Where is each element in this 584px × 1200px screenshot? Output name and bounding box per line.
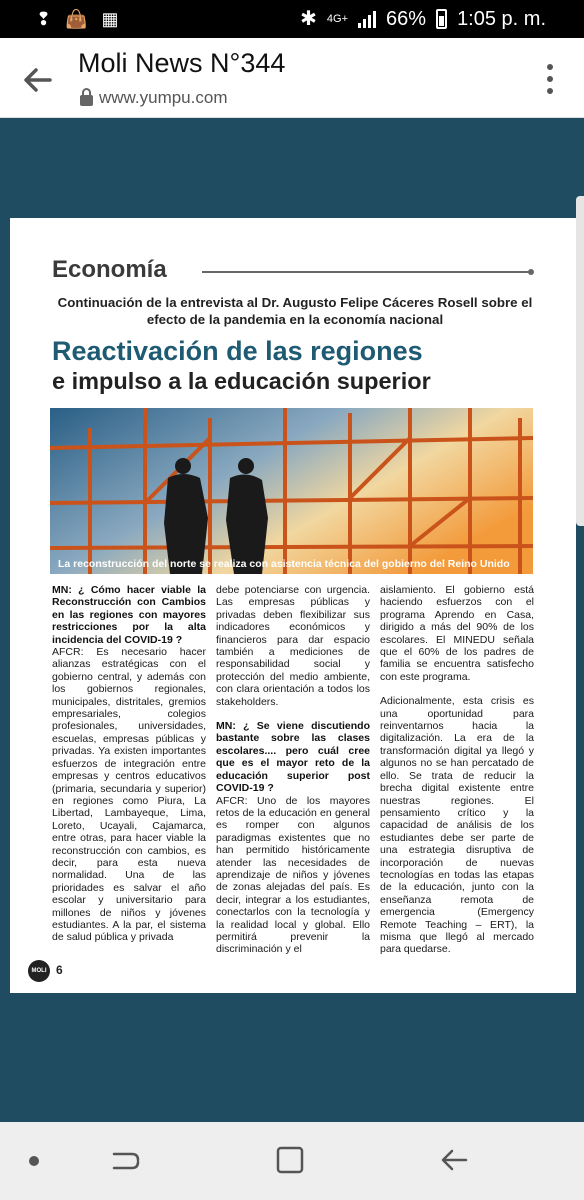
interview-answer-2: AFCR: Uno de los mayores retos de la educación en general es romper con algunos paradigmas existentes que no han permitido históricamente atender las necesidades de aprendizaje de niños y jóvenes de zonas alejadas del país. Es decir, integrar a los estudiantes, conectarlos con la tecnología y la realidad local y global. Ello permitirá prevenir la discriminación y el (216, 794, 370, 956)
battery-percent: 66% (386, 8, 427, 30)
lock-icon (80, 95, 93, 106)
text-column-3 (380, 584, 534, 968)
system-nav-bar (0, 1122, 584, 1200)
headline-line1: Reactivación de las regiones (52, 336, 423, 366)
magazine-page (10, 218, 576, 993)
clock: 1:05 p. m. (457, 8, 546, 30)
signal-icon (358, 10, 376, 28)
article-photo (50, 408, 533, 574)
text-column-2 (216, 584, 370, 968)
text-column-1 (52, 584, 206, 956)
paragraph: debe potenciarse con urgencia. Las empresas públicas y privadas deben flexibilizar sus indicadores económicos y financieros para dar espacio también a mediciones de responsabilidad social y protección del medio ambiente, con clara orientación a todos los stakeholders. (216, 584, 370, 708)
calendar-icon: ▦ (101, 9, 119, 29)
paragraph: Adicionalmente, esta crisis es una oportunidad para reinventarnos hacia la digitalización. La era de la transformación digital ya llegó y algunos no se han percatado de ello. Se trata de reducir la brecha digital existente entre nuestras regiones. El pensamiento crítico y la capacidad de análisis de los estudiantes debe ser parte de una estrategia disruptiva de incorporación de nuevas tecnologías en todas las etapas de la educación, junto con la enseñanza remota de emergencia (Emergency Remote Teaching – ERT), la misma que llegó al mercado para quedarse. (380, 695, 534, 956)
back-button[interactable] (18, 60, 58, 100)
recent-apps-icon (108, 1142, 144, 1178)
nav-back-button[interactable] (436, 1142, 472, 1178)
recent-apps-button[interactable] (108, 1142, 144, 1178)
construction-scaffold-image (50, 408, 533, 574)
arrow-left-icon (18, 60, 58, 100)
document-viewer[interactable] (0, 118, 584, 1122)
overflow-menu-button[interactable] (546, 64, 554, 94)
network-type: 4G+ (326, 13, 349, 25)
dot-icon (28, 1155, 40, 1167)
bluetooth-icon: ✱ (300, 8, 317, 30)
interview-question-1: MN: ¿ Cómo hacer viable la Reconstrucción con Cambios en las regiones con mayores restricciones por la alta incidencia del COVID-19 ? (52, 584, 206, 646)
section-divider (202, 271, 532, 273)
interview-question-2: MN: ¿ Se viene discutiendo bastante sobre las clases escolares.... pero cuál cree que es el mayor reto de la educación superior post COVID-19 ? (216, 720, 370, 795)
photo-caption: La reconstrucción del norte se realiza con asistencia técnica del gobierno del Reino Unido (58, 558, 510, 570)
back-arrow-icon (436, 1142, 472, 1178)
status-right (300, 6, 546, 32)
interview-answer-1: AFCR: Es necesario hacer alianzas estratégicas con el gobierno central, y además con los gobiernos regionales, municipales, distritales, gremios empresariales, colegios profesionales, universidades, escuelas, empresas públicas y privadas. Ya existen importantes esfuerzos de integración entre empresas y centros educativos (primaria, secundaria y superior) en regiones como Piura, La Libertad, Lambayeque, Lima, Loreto, Ucayali, Cajamarca, entre otras, para hacer viable la reconstrucción con cambios, es decir, para esta nueva normalidad. Una de las prioridades es salvar el año escolar y universitario para millones de niños y jóvenes estudiantes. A la par, el sistema de salud pública y privada (52, 646, 206, 944)
magazine-logo: MOLI (28, 960, 50, 982)
home-icon (272, 1142, 308, 1178)
headline-line2: e impulso a la educación superior (52, 368, 431, 394)
url-display[interactable] (80, 88, 227, 108)
battery-icon (436, 9, 447, 29)
scrollbar-thumb[interactable] (576, 196, 584, 526)
page-number: 6 (56, 963, 63, 977)
status-bar (0, 0, 584, 38)
url-text: www.yumpu.com (99, 88, 228, 107)
nav-dot-button[interactable] (28, 1154, 40, 1166)
browser-app-bar (0, 38, 584, 118)
page-title: Moli News N°344 (78, 48, 286, 78)
shopping-bag-icon: 👜 (65, 9, 88, 29)
notification-icons (36, 6, 119, 32)
home-button[interactable] (272, 1142, 308, 1178)
article-subtitle: Continuación de la entrevista al Dr. Augusto Felipe Cáceres Rosell sobre el efecto de la pandemia en la economía nacional (57, 295, 533, 327)
more-vert-icon (547, 64, 553, 70)
paragraph: aislamiento. El gobierno está haciendo esfuerzos con el programa Aprendo en Casa, dirigido a más del 90% de los escolares. El MINEDU señala que el 60% de los padres de familia se encuentra satisfecho con este programa. (380, 584, 534, 683)
section-title: Economía (52, 256, 167, 283)
missed-call-icon: ❢ (36, 9, 52, 29)
